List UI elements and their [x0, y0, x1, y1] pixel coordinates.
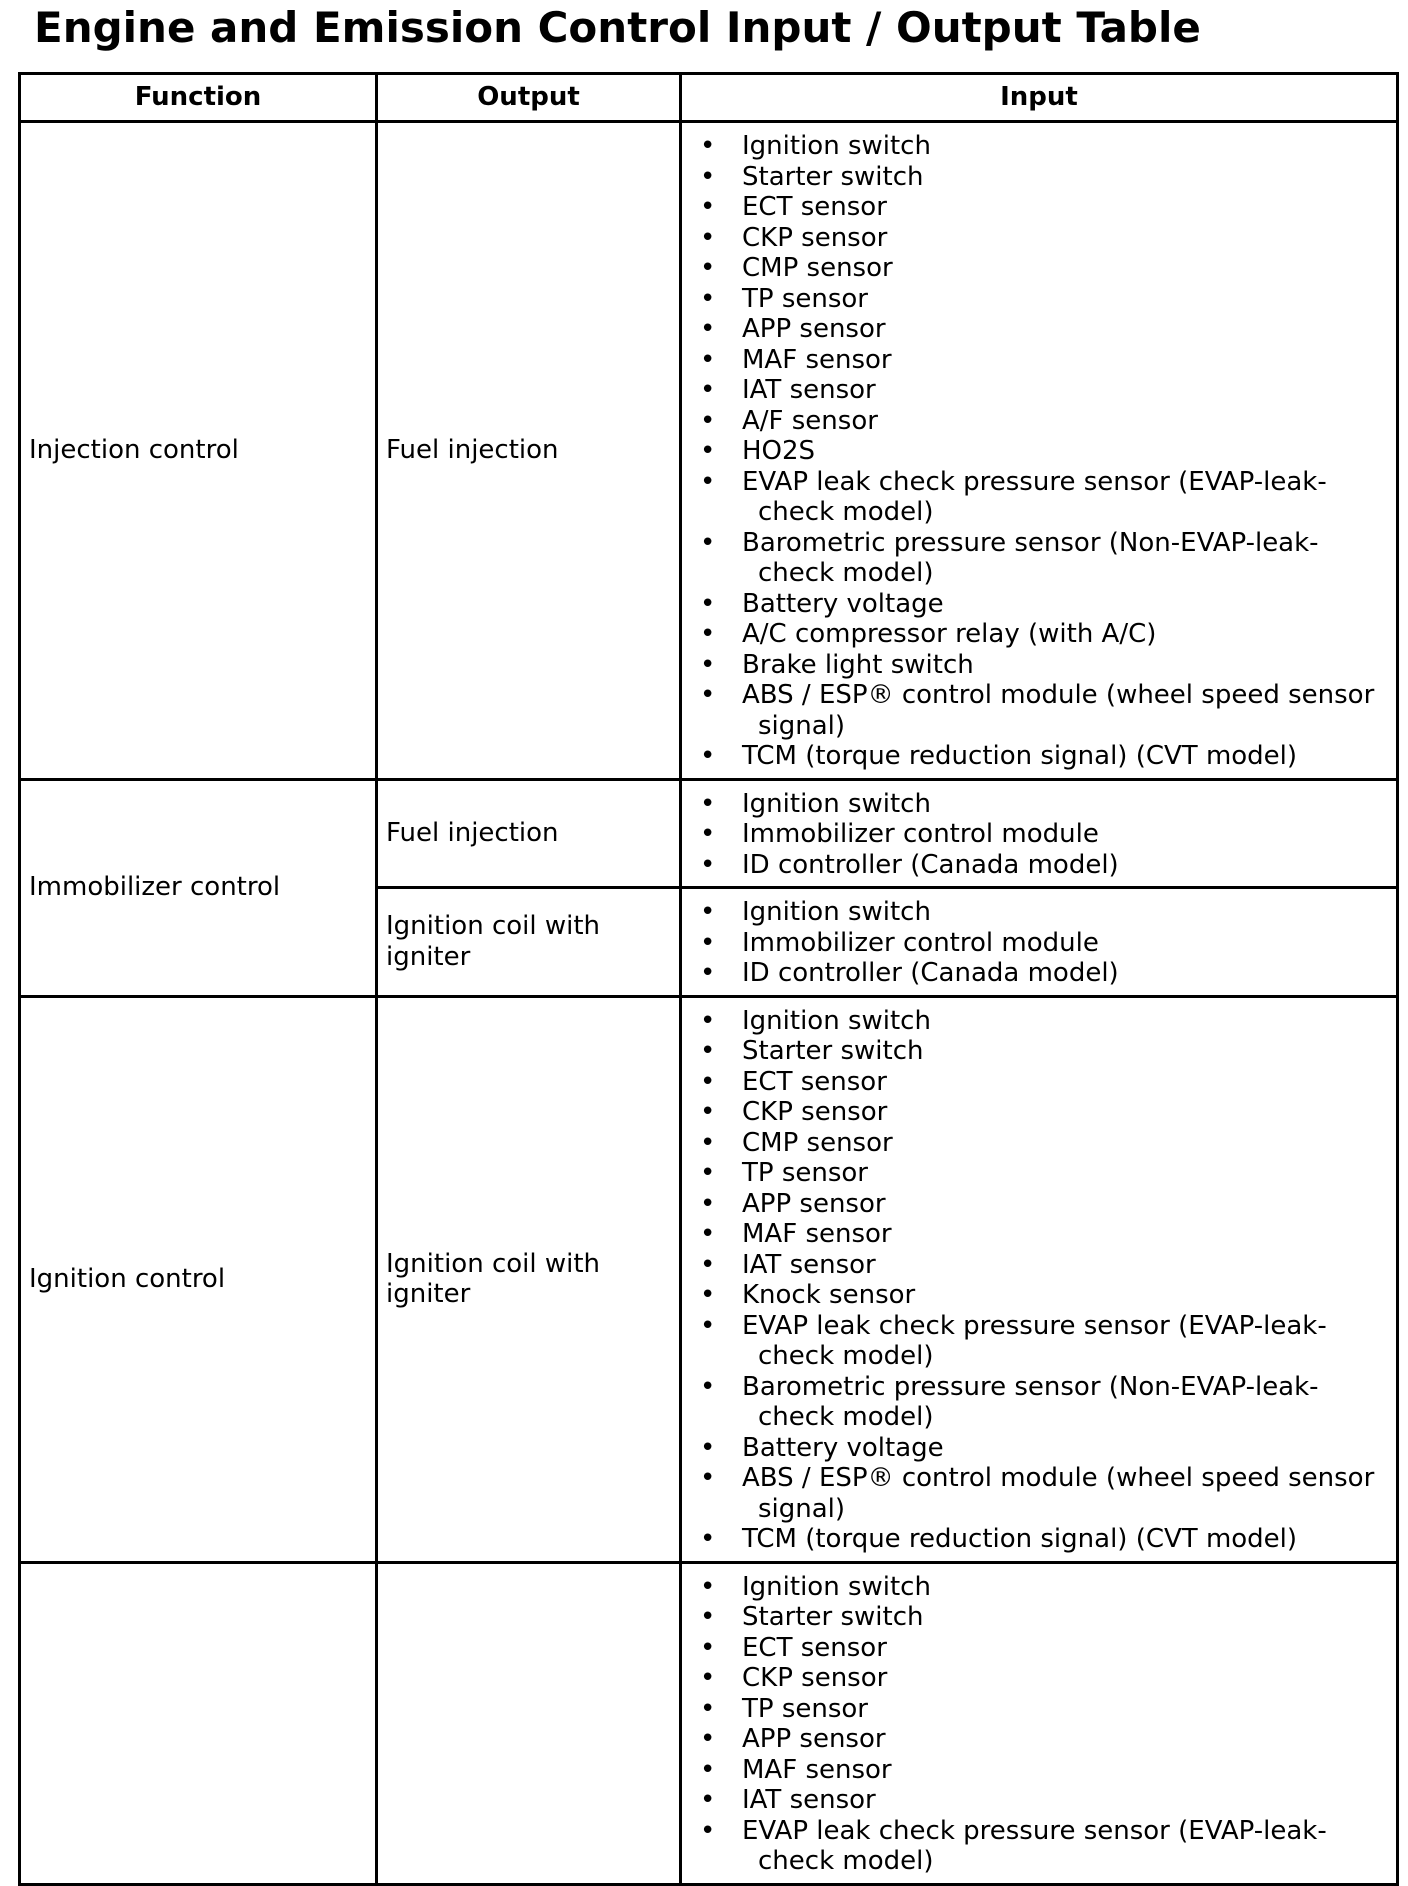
bullet-icon: • — [700, 161, 716, 192]
input-item-text: EVAP leak check pressure sensor (EVAP-leak-check model) — [742, 466, 1327, 527]
bullet-icon: • — [700, 1280, 716, 1310]
header-output: Output — [377, 74, 681, 122]
page-title: Engine and Emission Control Input / Output Table — [34, 3, 1201, 52]
input-cell — [681, 779, 1398, 888]
input-item-text: TP sensor — [742, 283, 868, 314]
bullet-icon: • — [700, 1602, 716, 1632]
bullet-icon: • — [700, 1249, 716, 1280]
list-item — [690, 406, 1388, 437]
input-item-text: Immobilizer control module — [742, 819, 1099, 849]
list-item — [690, 162, 1388, 193]
input-item-text: Ignition switch — [742, 131, 931, 161]
list-item — [690, 650, 1388, 681]
bullet-icon: • — [700, 436, 716, 466]
output-cell: Fuel injection — [377, 122, 681, 780]
list-item — [690, 1572, 1388, 1603]
bullet-icon: • — [700, 1754, 716, 1785]
input-cell — [681, 996, 1398, 1562]
list-item — [690, 1280, 1388, 1311]
input-item-text: Ignition switch — [742, 788, 931, 819]
bullet-icon: • — [700, 344, 716, 375]
list-item — [690, 1158, 1388, 1189]
bullet-icon: • — [700, 466, 716, 497]
input-cell — [681, 888, 1398, 997]
bullet-icon: • — [700, 131, 716, 161]
input-item-text: ECT sensor — [742, 1066, 887, 1097]
input-item-text: IAT sensor — [742, 1785, 876, 1815]
bullet-icon: • — [700, 741, 716, 771]
input-item-text: EVAP leak check pressure sensor (EVAP-leak-check model) — [742, 1815, 1327, 1876]
bullet-icon: • — [700, 253, 716, 283]
bullet-icon: • — [700, 1066, 716, 1097]
bullet-icon: • — [700, 1524, 716, 1554]
bullet-icon: • — [700, 405, 716, 436]
bullet-icon: • — [700, 1158, 716, 1188]
list-item — [690, 375, 1388, 406]
bullet-icon: • — [700, 283, 716, 314]
input-item-text: TCM (torque reduction signal) (CVT model) — [742, 1524, 1298, 1554]
bullet-icon: • — [700, 588, 716, 619]
list-item — [690, 192, 1388, 223]
input-item-text: Battery voltage — [742, 1432, 944, 1463]
input-item-text: CMP sensor — [742, 1127, 893, 1158]
bullet-icon: • — [700, 1097, 716, 1127]
input-cell — [681, 122, 1398, 780]
function-cell: Ignition control — [20, 996, 377, 1562]
bullet-icon: • — [700, 1371, 716, 1402]
input-item-text: Starter switch — [742, 1602, 924, 1632]
bullet-icon: • — [700, 1005, 716, 1036]
output-cell: Ignition coil with igniter — [377, 888, 681, 997]
list-item — [690, 589, 1388, 620]
input-item-text: Ignition switch — [742, 897, 931, 927]
input-item-text: Ignition switch — [742, 1571, 931, 1602]
list-item — [690, 958, 1388, 989]
list-item — [690, 1250, 1388, 1281]
list-item — [690, 253, 1388, 284]
list-item — [690, 284, 1388, 315]
table-body — [20, 122, 1398, 1885]
list-item — [690, 850, 1388, 881]
list-item — [690, 1036, 1388, 1067]
list-item — [690, 1524, 1388, 1555]
input-item-text: ID controller (Canada model) — [742, 849, 1119, 880]
bullet-icon: • — [700, 788, 716, 819]
list-item — [690, 1219, 1388, 1250]
input-list — [690, 1572, 1388, 1877]
table-row — [20, 122, 1398, 780]
input-cell — [681, 1562, 1398, 1884]
input-item-text: Barometric pressure sensor (Non-EVAP-leak-check model) — [742, 527, 1319, 588]
input-item-text: ID controller (Canada model) — [742, 958, 1119, 988]
bullet-icon: • — [700, 527, 716, 558]
input-list — [690, 1006, 1388, 1555]
input-item-text: Ignition switch — [742, 1005, 931, 1036]
input-item-text: Battery voltage — [742, 588, 944, 619]
bullet-icon: • — [700, 1724, 716, 1754]
input-item-text: CKP sensor — [742, 1097, 888, 1127]
list-item — [690, 1311, 1388, 1372]
list-item — [690, 436, 1388, 467]
input-item-text: CKP sensor — [742, 1663, 888, 1693]
list-item — [690, 1097, 1388, 1128]
bullet-icon: • — [700, 927, 716, 958]
list-item — [690, 1372, 1388, 1433]
bullet-icon: • — [700, 897, 716, 927]
function-cell: Injection control — [20, 122, 377, 780]
list-item — [690, 741, 1388, 772]
list-item — [690, 1067, 1388, 1098]
input-item-text: TP sensor — [742, 1158, 868, 1188]
input-item-text: IAT sensor — [742, 375, 876, 405]
input-item-text: ABS / ESP® control module (wheel speed sensor signal) — [742, 680, 1375, 741]
list-item — [690, 528, 1388, 589]
input-item-text: EVAP leak check pressure sensor (EVAP-leak-check model) — [742, 1310, 1327, 1371]
input-item-text: Starter switch — [742, 1036, 924, 1066]
list-item — [690, 897, 1388, 928]
input-list — [690, 789, 1388, 881]
list-item — [690, 1816, 1388, 1877]
list-item — [690, 1755, 1388, 1786]
bullet-icon: • — [700, 1036, 716, 1066]
input-list — [690, 897, 1388, 989]
list-item — [690, 1006, 1388, 1037]
list-item — [690, 619, 1388, 650]
bullet-icon: • — [700, 1127, 716, 1158]
input-item-text: Brake light switch — [742, 649, 974, 680]
input-item-text: Starter switch — [742, 161, 924, 192]
header-function: Function — [20, 74, 377, 122]
list-item — [690, 1433, 1388, 1464]
list-item — [690, 789, 1388, 820]
input-item-text: IAT sensor — [742, 1249, 876, 1280]
list-item — [690, 819, 1388, 850]
bullet-icon: • — [700, 222, 716, 253]
input-item-text: Knock sensor — [742, 1280, 916, 1310]
bullet-icon: • — [700, 375, 716, 405]
list-item — [690, 1663, 1388, 1694]
input-item-text: TP sensor — [742, 1693, 868, 1724]
bullet-icon: • — [700, 192, 716, 222]
output-cell: Fuel injection — [377, 779, 681, 888]
table-row — [20, 779, 1398, 888]
table-header-row — [20, 74, 1398, 122]
list-item — [690, 223, 1388, 254]
bullet-icon: • — [700, 1463, 716, 1493]
input-item-text: CKP sensor — [742, 222, 888, 253]
bullet-icon: • — [700, 1815, 716, 1846]
input-item-text: MAF sensor — [742, 1219, 892, 1249]
input-item-text: A/F sensor — [742, 405, 878, 436]
bullet-icon: • — [700, 1632, 716, 1663]
bullet-icon: • — [700, 1219, 716, 1249]
bullet-icon: • — [700, 819, 716, 849]
input-item-text: CMP sensor — [742, 253, 893, 283]
list-item — [690, 1724, 1388, 1755]
bullet-icon: • — [700, 1188, 716, 1219]
input-item-text: APP sensor — [742, 1188, 886, 1219]
input-item-text: A/C compressor relay (with A/C) — [742, 619, 1157, 649]
list-item — [690, 1128, 1388, 1159]
input-item-text: APP sensor — [742, 314, 886, 344]
list-item — [690, 131, 1388, 162]
list-item — [690, 1785, 1388, 1816]
input-item-text: ABS / ESP® control module (wheel speed sensor signal) — [742, 1463, 1375, 1524]
bullet-icon: • — [700, 849, 716, 880]
bullet-icon: • — [700, 1785, 716, 1815]
input-item-text: ECT sensor — [742, 192, 887, 222]
list-item — [690, 1189, 1388, 1220]
input-item-text: HO2S — [742, 436, 816, 466]
output-cell: Ignition coil with igniter — [377, 996, 681, 1562]
io-table — [18, 72, 1399, 1886]
input-item-text: APP sensor — [742, 1724, 886, 1754]
list-item — [690, 345, 1388, 376]
bullet-icon: • — [700, 680, 716, 710]
bullet-icon: • — [700, 1663, 716, 1693]
bullet-icon: • — [700, 1693, 716, 1724]
list-item — [690, 1602, 1388, 1633]
bullet-icon: • — [700, 314, 716, 344]
input-list — [690, 131, 1388, 772]
input-item-text: Barometric pressure sensor (Non-EVAP-leak-check model) — [742, 1371, 1319, 1432]
output-cell — [377, 1562, 681, 1884]
bullet-icon: • — [700, 1571, 716, 1602]
input-item-text: MAF sensor — [742, 1754, 892, 1785]
bullet-icon: • — [700, 1432, 716, 1463]
list-item — [690, 928, 1388, 959]
list-item — [690, 1463, 1388, 1524]
bullet-icon: • — [700, 619, 716, 649]
header-input: Input — [681, 74, 1398, 122]
input-item-text: TCM (torque reduction signal) (CVT model) — [742, 741, 1298, 771]
bullet-icon: • — [700, 649, 716, 680]
bullet-icon: • — [700, 958, 716, 988]
table-row — [20, 1562, 1398, 1884]
input-item-text: MAF sensor — [742, 344, 892, 375]
list-item — [690, 314, 1388, 345]
input-item-text: Immobilizer control module — [742, 927, 1099, 958]
table-row — [20, 996, 1398, 1562]
function-cell — [20, 1562, 377, 1884]
list-item — [690, 1633, 1388, 1664]
list-item — [690, 1694, 1388, 1725]
bullet-icon: • — [700, 1310, 716, 1341]
function-cell: Immobilizer control — [20, 779, 377, 996]
list-item — [690, 680, 1388, 741]
list-item — [690, 467, 1388, 528]
input-item-text: ECT sensor — [742, 1632, 887, 1663]
